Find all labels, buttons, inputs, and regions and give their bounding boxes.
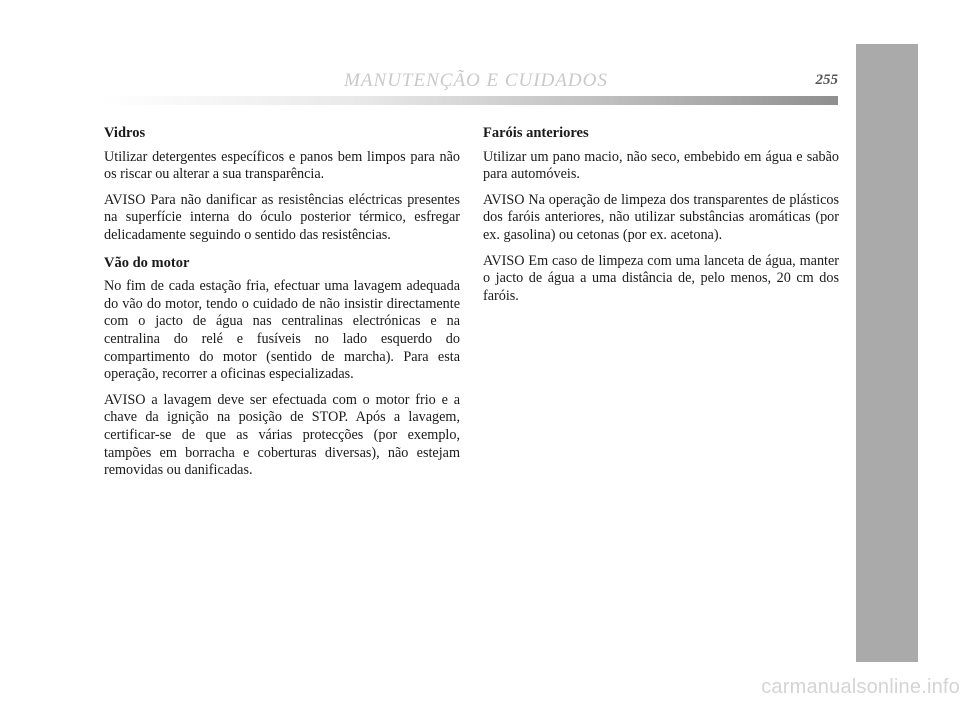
- right-column: [483, 125, 839, 313]
- section-heading-vao-do-motor: Vão do motor: [104, 254, 190, 271]
- left-column: [104, 125, 460, 488]
- site-watermark: carmanualsonline.info: [761, 676, 960, 698]
- warning-paragraph: AVISO Na operação de limpeza dos transparentes de plásticos dos faróis anteriores, não utilizar substâncias aromáticas (por ex. gasolina) ou cetonas (por ex. acetona).: [483, 191, 839, 243]
- page-number: 255: [815, 72, 838, 88]
- header-gradient-rule: [100, 96, 838, 105]
- paragraph: Utilizar um pano macio, não seco, embebido em água e sabão para automóveis.: [483, 148, 839, 183]
- warning-paragraph: AVISO Para não danificar as resistências eléctricas presentes na superfície interna do óculo posterior térmico, esfregar delicadamente seguindo o sentido das resistências.: [104, 191, 460, 243]
- section-heading-farois-anteriores: Faróis anteriores: [483, 125, 589, 141]
- warning-paragraph: AVISO a lavagem deve ser efectuada com o motor frio e a chave da ignição na posição de STOP. Após a lavagem, certificar-se de que as várias protecções (por exemplo, tampões em borracha e coberturas diversas), não estejam removidas ou danificadas.: [104, 391, 460, 479]
- warning-paragraph: AVISO Em caso de limpeza com uma lanceta de água, manter o jacto de água a uma distância de, pelo menos, 20 cm dos faróis.: [483, 252, 839, 304]
- page-header-title: MANUTENÇÃO E CUIDADOS: [344, 70, 608, 91]
- section-heading-vidros: Vidros: [104, 125, 146, 141]
- chapter-side-tab: [856, 44, 918, 662]
- paragraph: No fim de cada estação fria, efectuar uma lavagem adequada do vão do motor, tendo o cuidado de não insistir directamente com o jacto de água nas centralinas electrónicas e na centralina do relé e fusíveis no lado esquerdo do compartimento do motor (sentido de marcha). Para esta operação, recorrer a oficinas especializadas.: [104, 278, 460, 383]
- paragraph: Utilizar detergentes específicos e panos bem limpos para não os riscar ou alterar a sua transparência.: [104, 148, 460, 183]
